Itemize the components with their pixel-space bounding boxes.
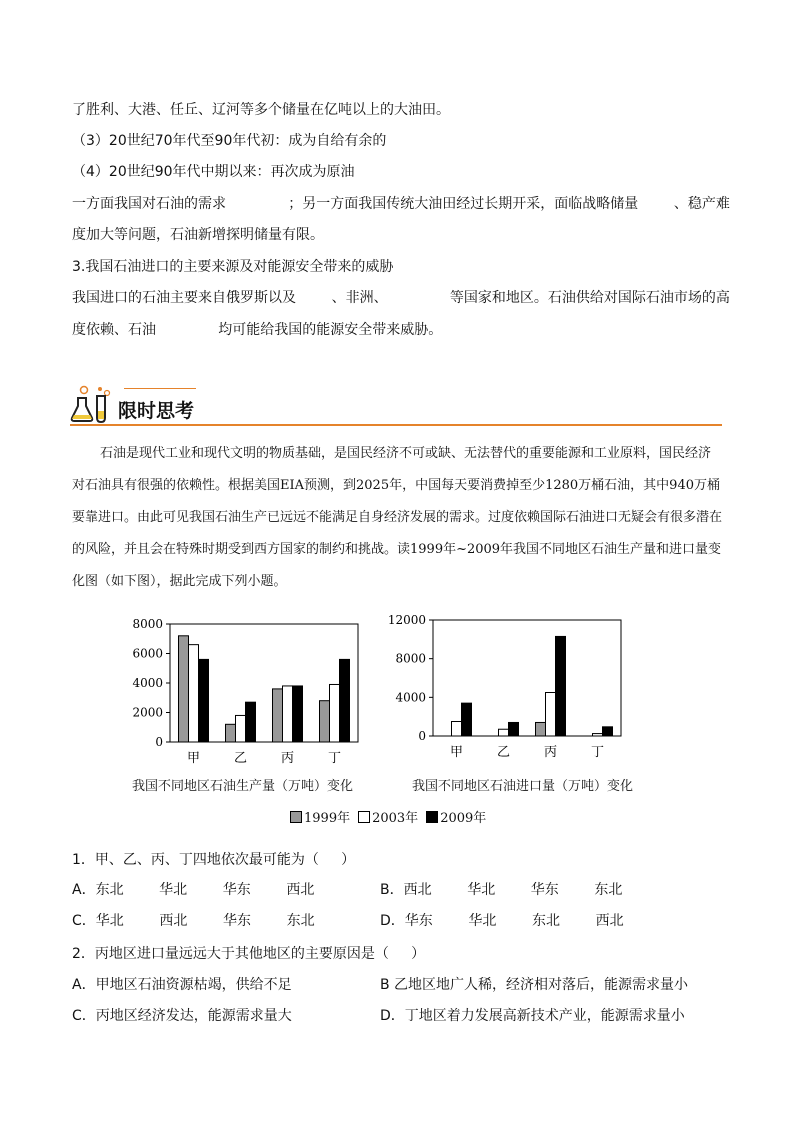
bar-1-2 xyxy=(452,722,462,737)
bar-2-3 xyxy=(509,722,519,736)
flask-icon xyxy=(70,384,114,424)
x-tick-label: 丁 xyxy=(590,745,605,760)
question-2-option-b[interactable]: B 乙地区地广人稀，经济相对落后，能源需求量小 xyxy=(380,977,689,993)
y-tick-label: 2000 xyxy=(132,705,163,720)
bar-4-1 xyxy=(320,701,330,742)
chart-legend xyxy=(290,807,486,826)
bar-2-3 xyxy=(246,702,256,742)
question-2-option-c[interactable]: C．丙地区经济发达，能源需求量大 xyxy=(72,1008,292,1024)
passage: 石油是现代工业和现代文明的物质基础，是国民经济不可或缺、无法替代的重要能源和工业原料，国民经济对石油具有很强的依赖性。根据美国EIA预测，到2025年，中国每天要消费掉至少1280万桶石油，其中940万桶要靠进口。由此可见我国石油生产已远远不能满足自身经济发展的需求。过度依赖国际石油进口无疑会有很多潜在的风险，并且会在特殊时期受到西方国家的制约和挑战。读1999年~2009年我国不同地区石油生产量和进口量变化图（如下图），据此完成下列小题。 xyxy=(72,446,723,589)
bar-3-3 xyxy=(293,686,303,742)
text-line-5: 度加大等问题，石油新增探明储量有限。 xyxy=(72,227,324,243)
legend-swatch-2003 xyxy=(358,811,370,823)
y-tick-label: 4000 xyxy=(395,690,426,705)
text-line-2: （3）20世纪70年代至90年代初：成为自给有余的 xyxy=(72,133,387,149)
bar-3-1 xyxy=(536,722,546,736)
x-tick-label: 丙 xyxy=(543,745,558,760)
import-chart xyxy=(385,608,635,772)
y-tick-label: 6000 xyxy=(132,646,163,661)
bar-3-2 xyxy=(283,686,293,742)
bar-1-3 xyxy=(199,659,209,742)
text-line-4: 一方面我国对石油的需求 ；另一方面我国传统大油田经过长期开采，面临战略储量 、稳产难 xyxy=(72,196,730,212)
x-tick-label: 甲 xyxy=(186,751,201,766)
legend-label-1999: 1999年 xyxy=(304,811,351,826)
import-chart-caption: 我国不同地区石油进口量（万吨）变化 xyxy=(412,779,634,794)
y-tick-label: 4000 xyxy=(132,676,163,690)
bar-1-2 xyxy=(189,645,199,742)
x-tick-label: 丙 xyxy=(280,751,295,766)
section-title: 限时思考 xyxy=(118,400,195,422)
production-chart xyxy=(120,612,370,772)
y-tick-label: 12000 xyxy=(387,613,426,627)
bar-4-2 xyxy=(330,684,340,742)
text-line-1: 了胜利、大港、任丘、辽河等多个储量在亿吨以上的大油田。 xyxy=(72,102,450,118)
bar-2-2 xyxy=(236,715,246,742)
y-tick-label: 8000 xyxy=(395,651,426,666)
bar-4-3 xyxy=(603,727,613,736)
section-header xyxy=(70,382,722,426)
question-1-stem: 1．甲、乙、丙、丁四地依次最可能为（ ） xyxy=(72,852,356,868)
bar-4-3 xyxy=(340,659,350,742)
legend-swatch-1999 xyxy=(290,811,302,823)
bar-2-2 xyxy=(499,729,509,736)
question-1-option-c[interactable]: C．华北 西北 华东 东北 xyxy=(72,913,315,929)
legend-swatch-2009 xyxy=(426,811,438,823)
bar-3-1 xyxy=(273,689,283,742)
y-tick-label: 0 xyxy=(418,729,426,743)
legend-label-2009: 2009年 xyxy=(440,811,487,826)
bar-1-3 xyxy=(462,703,472,736)
question-2-stem: 2．丙地区进口量远远大于其他地区的主要原因是（ ） xyxy=(72,946,426,962)
question-1-option-a[interactable]: A．东北 华北 华东 西北 xyxy=(72,882,315,898)
bar-3-3 xyxy=(556,636,566,736)
x-tick-label: 丁 xyxy=(327,751,342,766)
production-chart-caption: 我国不同地区石油生产量（万吨）变化 xyxy=(132,779,354,794)
x-tick-label: 乙 xyxy=(233,751,248,766)
x-tick-label: 甲 xyxy=(449,745,464,760)
bar-2-1 xyxy=(226,724,236,742)
question-2-option-a[interactable]: A．甲地区石油资源枯竭，供给不足 xyxy=(72,977,292,993)
text-line-7: 我国进口的石油主要来自俄罗斯以及 、非洲、 等国家和地区。石油供给对国际石油市场的高 xyxy=(72,290,730,306)
bar-1-1 xyxy=(179,636,189,742)
text-line-6: 3.我国石油进口的主要来源及对能源安全带来的威胁 xyxy=(72,259,394,275)
question-2-option-d[interactable]: D．丁地区着力发展高新技术产业，能源需求量小 xyxy=(380,1008,685,1024)
text-line-3: （4）20世纪90年代中期以来：再次成为原油 xyxy=(72,164,355,180)
y-tick-label: 0 xyxy=(155,735,163,749)
legend-label-2003: 2003年 xyxy=(372,811,419,826)
section-rule xyxy=(70,424,722,426)
x-tick-label: 乙 xyxy=(496,745,511,760)
y-tick-label: 8000 xyxy=(132,617,163,631)
text-line-8: 度依赖、石油 均可能给我国的能源安全带来威胁。 xyxy=(72,322,443,338)
section-accent-line xyxy=(124,388,196,389)
bar-3-2 xyxy=(546,693,556,737)
question-1-option-d[interactable]: D．华东 华北 东北 西北 xyxy=(380,913,624,929)
bar-4-2 xyxy=(593,734,603,736)
question-1-option-b[interactable]: B．西北 华北 华东 东北 xyxy=(380,882,623,898)
